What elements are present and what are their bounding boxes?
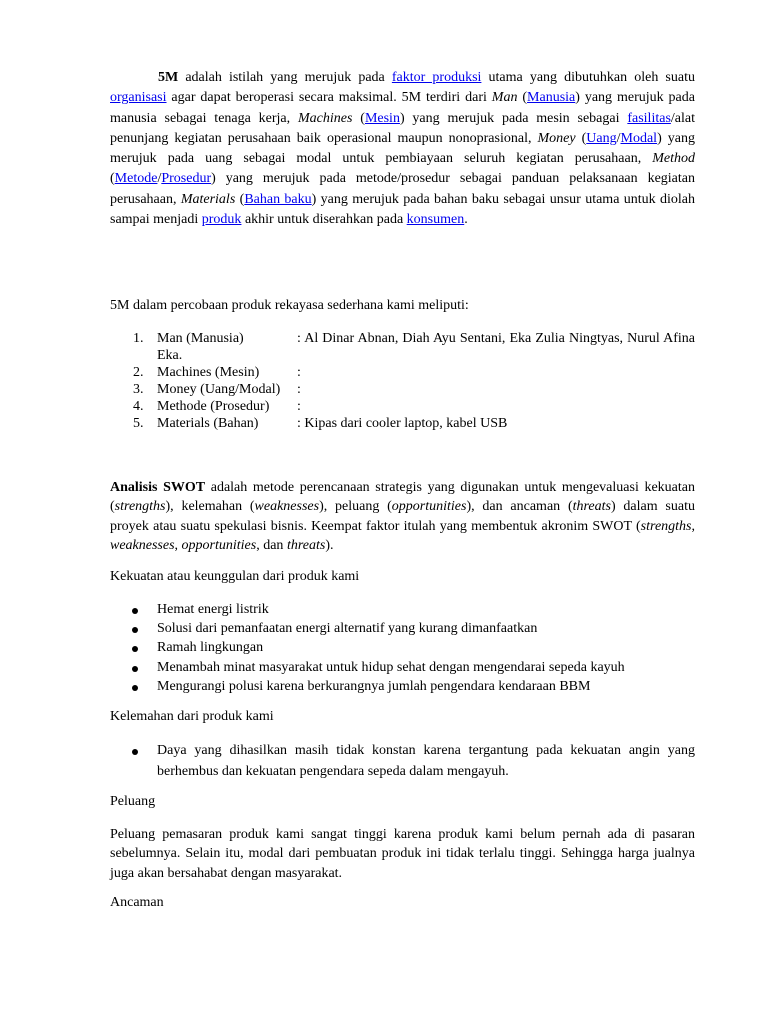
intro-text: ( [110, 171, 115, 187]
swot-text: ), peluang ( [319, 499, 392, 515]
bullet-icon [132, 646, 138, 652]
intro-text: ) yang merujuk pada mesin sebagai [399, 110, 628, 126]
bullet-text: Solusi dari pemanfaatan energi alternatif yang kurang dimanfaatkan [157, 621, 538, 637]
link-prosedur[interactable]: Prosedur [161, 171, 212, 187]
link-manusia[interactable]: Manusia [527, 90, 576, 106]
list-item [110, 415, 695, 432]
term-analisis-swot: Analisis SWOT [110, 480, 206, 495]
intro-text: ) yang merujuk pada manusia sebagai tenaga kerja, [110, 90, 695, 126]
bullet-icon [132, 608, 138, 614]
intro-text: ) yang merujuk pada metode/prosedur sebagai panduan pelaksanaan kegiatan perusahaan, [110, 171, 695, 207]
bullet-text: Hemat energi listrik [157, 602, 269, 617]
list-value: : Al Dinar Abnan, Diah Ayu Sentani, Eka Zulia Ningtyas, Nurul Afina Eka. [157, 331, 695, 363]
list-term: Machines (Mesin) [157, 365, 260, 380]
term-money: Money [537, 130, 576, 146]
swot-text: ), kelemahan ( [165, 499, 255, 515]
link-metode[interactable]: Metode [114, 171, 158, 187]
link-bahan-baku[interactable]: Bahan baku [244, 191, 312, 207]
bullet-item [110, 741, 695, 782]
intro-text: / [616, 130, 621, 146]
intro-paragraph [110, 68, 695, 230]
list-number: 3. [133, 382, 144, 397]
term-threats: threats [286, 537, 326, 553]
bullet-text: Daya yang dihasilkan masih tidak konstan karena tergantung pada kekuatan angin yang berhembus dan kekuatan pengendara sepeda dalam mengayuh. [157, 743, 695, 779]
bullet-text: Ramah lingkungan [157, 640, 264, 656]
intro-text: utama yang dibutuhkan oleh suatu [481, 70, 695, 85]
list-number: 1. [133, 331, 144, 346]
list-term: Methode (Prosedur) [157, 399, 270, 414]
term-threats: threats [572, 499, 611, 515]
bullet-icon [132, 685, 138, 691]
link-fasilitas[interactable]: fasilitas [627, 110, 671, 126]
list-item [110, 398, 695, 415]
list-item [110, 381, 695, 398]
term-machines: Machines [298, 110, 353, 126]
term-materials: Materials [180, 191, 236, 207]
threats-heading: Ancaman [110, 895, 164, 910]
fivem-heading: 5M dalam percobaan produk rekayasa sederhana kami meliputi: [110, 298, 469, 313]
intro-text: / [157, 171, 162, 187]
bullet-item [110, 677, 695, 696]
strengths-list [110, 600, 695, 696]
bullet-text: Mengurangi polusi karena berkurangnya jumlah pengendara kendaraan BBM [157, 678, 591, 694]
intro-text: ( [575, 130, 587, 146]
intro-text: akhir untuk diserahkan pada [241, 212, 407, 228]
intro-text: ) yang merujuk pada bahan baku sebagai unsur utama untuk diolah sampai menjadi [110, 191, 696, 228]
strengths-heading: Kekuatan atau keunggulan dari produk kami [110, 569, 360, 584]
bullet-item [110, 619, 695, 638]
link-uang[interactable]: Uang [586, 130, 617, 146]
intro-text: ) yang merujuk pada uang sebagai modal untuk pembiayaan seluruh kegiatan perusahaan, [110, 130, 695, 167]
opportunities-heading: Peluang [110, 794, 156, 809]
list-number: 5. [133, 416, 144, 431]
bullet-item [110, 600, 695, 619]
list-value: : [297, 365, 301, 380]
list-item [110, 364, 695, 381]
link-organisasi[interactable]: organisasi [110, 90, 167, 106]
intro-text: adalah istilah yang merujuk pada [178, 70, 392, 85]
term-opportunities: opportunities [181, 537, 257, 553]
term-weaknesses: weaknesses [254, 499, 320, 515]
list-number: 2. [133, 365, 144, 380]
list-value: : Kipas dari cooler laptop, kabel USB [297, 416, 508, 431]
swot-paragraph [110, 478, 695, 555]
term-strengths: strengths [640, 518, 692, 534]
link-faktor-produksi[interactable]: faktor produksi [391, 70, 482, 85]
list-term: Man (Manusia) [157, 331, 244, 346]
bullet-icon [132, 666, 138, 672]
term-opportunities: opportunities [391, 499, 467, 515]
list-value: : [297, 382, 301, 397]
intro-text: ( [517, 90, 528, 106]
link-modal[interactable]: Modal [620, 130, 658, 146]
swot-text: ) dalam suatu proyek atau suatu spekulasi bisnis. Keempat faktor itulah yang membentuk akronim SWOT ( [110, 499, 695, 534]
term-man: Man [491, 90, 518, 106]
swot-text: ). [325, 537, 334, 553]
list-term: Materials (Bahan) [157, 416, 259, 431]
list-term: Money (Uang/Modal) [157, 382, 281, 397]
intro-text: ( [352, 110, 365, 126]
intro-text: agar dapat beroperasi secara maksimal. 5M terdiri dari [166, 90, 492, 106]
bullet-text: Menambah minat masyarakat untuk hidup sehat dengan mengendarai sepeda kayuh [157, 659, 625, 675]
list-item [110, 330, 695, 364]
term-weaknesses: weaknesses [110, 537, 175, 553]
list-value: : [297, 399, 301, 414]
opportunities-paragraph: Peluang pemasaran produk kami sangat tinggi karena produk kami belum pernah ada di pasaran sebelumnya. Selain itu, modal dari pembuatan produk ini tidak terlalu tinggi. Sehingga harga jualnya juga akan bersahabat dengan masyarakat. [110, 827, 695, 881]
bullet-item [110, 638, 695, 657]
swot-text: ), dan ancaman ( [466, 499, 573, 515]
link-produk[interactable]: produk [201, 212, 242, 228]
intro-text: /alat penunjang kegiatan perusahaan baik operasional maupun nonoprasional, [110, 110, 695, 146]
list-number: 4. [133, 399, 144, 414]
weaknesses-heading: Kelemahan dari produk kami [110, 709, 274, 724]
intro-text: ( [235, 191, 245, 207]
weaknesses-list [110, 741, 695, 782]
bullet-icon [132, 749, 138, 755]
intro-text: . [464, 212, 468, 228]
term-strengths: strengths [114, 499, 166, 515]
swot-text: , dan [256, 537, 287, 553]
link-mesin[interactable]: Mesin [364, 110, 400, 126]
fivem-list [110, 330, 695, 432]
swot-text: , [174, 537, 182, 553]
bullet-item [110, 658, 695, 677]
link-konsumen[interactable]: konsumen [406, 212, 465, 228]
term-5m: 5M [158, 70, 179, 85]
bullet-icon [132, 627, 138, 633]
term-method: Method [652, 151, 695, 167]
swot-text: adalah metode perencanaan strategis yang digunakan untuk mengevaluasi kekuatan ( [110, 480, 695, 515]
swot-text: , [691, 518, 695, 534]
